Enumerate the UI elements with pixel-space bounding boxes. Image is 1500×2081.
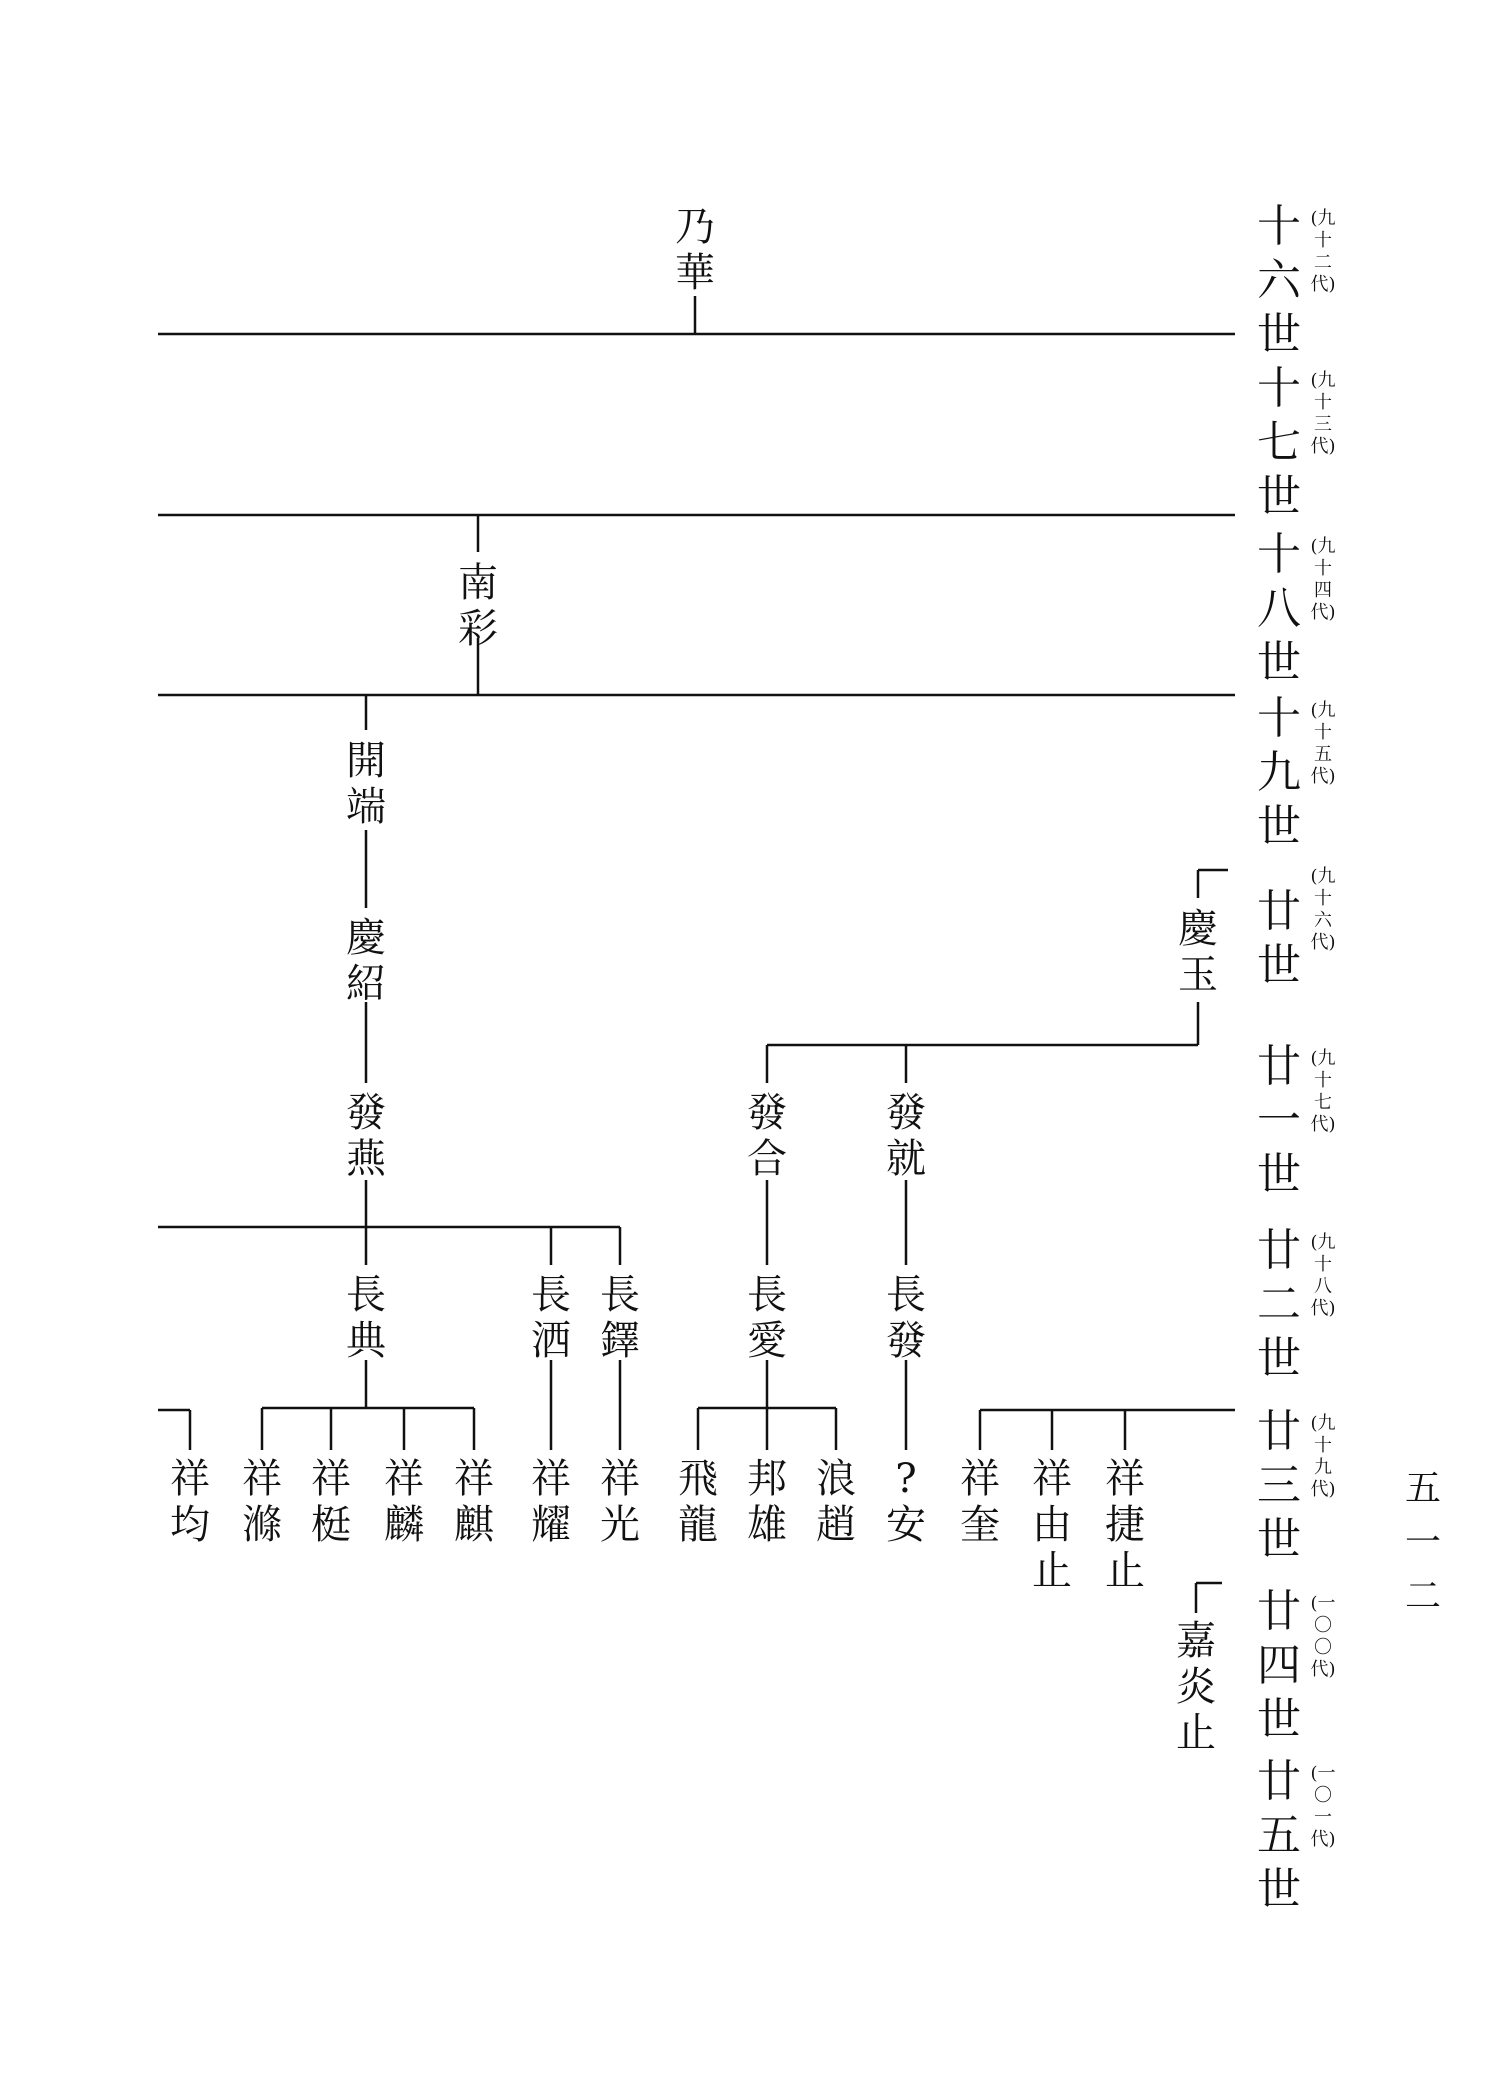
person-xiangtiao: 祥滌 <box>242 1456 282 1548</box>
person-fayan: 發燕 <box>346 1090 386 1182</box>
person-fahe: 發合 <box>747 1090 787 1182</box>
person-xiangguang: 祥光 <box>600 1456 640 1548</box>
generation-label-23: 廿三世 <box>1257 1406 1301 1565</box>
generation-dai-16: (九十二代) <box>1310 208 1336 295</box>
person-fajiu: 發就 <box>886 1090 926 1182</box>
generation-dai-20: (九十六代) <box>1310 866 1336 953</box>
generation-dai-19: (九十五代) <box>1310 700 1336 787</box>
generation-label-20: 廿世 <box>1257 886 1301 991</box>
generation-label-19: 十九世 <box>1257 693 1301 852</box>
generation-label-21: 廿一世 <box>1257 1041 1301 1200</box>
person-xiangting: 祥梃 <box>311 1456 351 1548</box>
person-zhangai: 長愛 <box>747 1272 787 1364</box>
person-zhangyi: 長鐸 <box>600 1272 640 1364</box>
person-kaiduan: 開端 <box>346 738 386 830</box>
person-unknown-an: ?安 <box>886 1456 926 1548</box>
generation-dai-25: (一〇一代) <box>1310 1763 1336 1850</box>
generation-dai-21: (九十七代) <box>1310 1048 1336 1135</box>
person-zhangsa: 長洒 <box>531 1272 571 1364</box>
person-xiangqi: 祥麒 <box>454 1456 494 1548</box>
generation-dai-17: (九十三代) <box>1310 370 1336 457</box>
person-xiangyou: 祥由止 <box>1032 1456 1072 1594</box>
person-naihua: 乃華 <box>675 204 715 296</box>
generation-label-18: 十八世 <box>1257 529 1301 688</box>
person-nancai: 南彩 <box>458 560 498 652</box>
generation-label-17: 十七世 <box>1257 363 1301 522</box>
person-xiangkui: 祥奎 <box>960 1456 1000 1548</box>
person-qingyu: 慶玉 <box>1178 906 1218 998</box>
person-jiayan: 嘉炎止 <box>1176 1618 1216 1756</box>
generation-dai-24: (一〇〇代) <box>1310 1593 1336 1680</box>
person-zhangfa: 長發 <box>886 1272 926 1364</box>
person-xianglin: 祥麟 <box>384 1456 424 1548</box>
generation-label-16: 十六世 <box>1257 201 1301 360</box>
person-bangxiong: 邦雄 <box>747 1456 787 1548</box>
generation-label-25: 廿五世 <box>1257 1756 1301 1915</box>
generation-dai-23: (九十九代) <box>1310 1413 1336 1500</box>
person-qingshao: 慶紹 <box>346 915 386 1007</box>
page-number: 五一二 <box>1404 1468 1441 1617</box>
person-zhangdian: 長典 <box>346 1272 386 1364</box>
person-langzhao: 浪趙 <box>816 1456 856 1548</box>
person-xiangjie: 祥捷止 <box>1105 1456 1145 1594</box>
person-xiangjun: 祥均 <box>170 1456 210 1548</box>
person-xiangyao: 祥耀 <box>531 1456 571 1548</box>
person-feilong: 飛龍 <box>678 1456 718 1548</box>
generation-label-22: 廿二世 <box>1257 1225 1301 1384</box>
generation-dai-18: (九十四代) <box>1310 536 1336 623</box>
generation-label-24: 廿四世 <box>1257 1586 1301 1745</box>
generation-dai-22: (九十八代) <box>1310 1232 1336 1319</box>
